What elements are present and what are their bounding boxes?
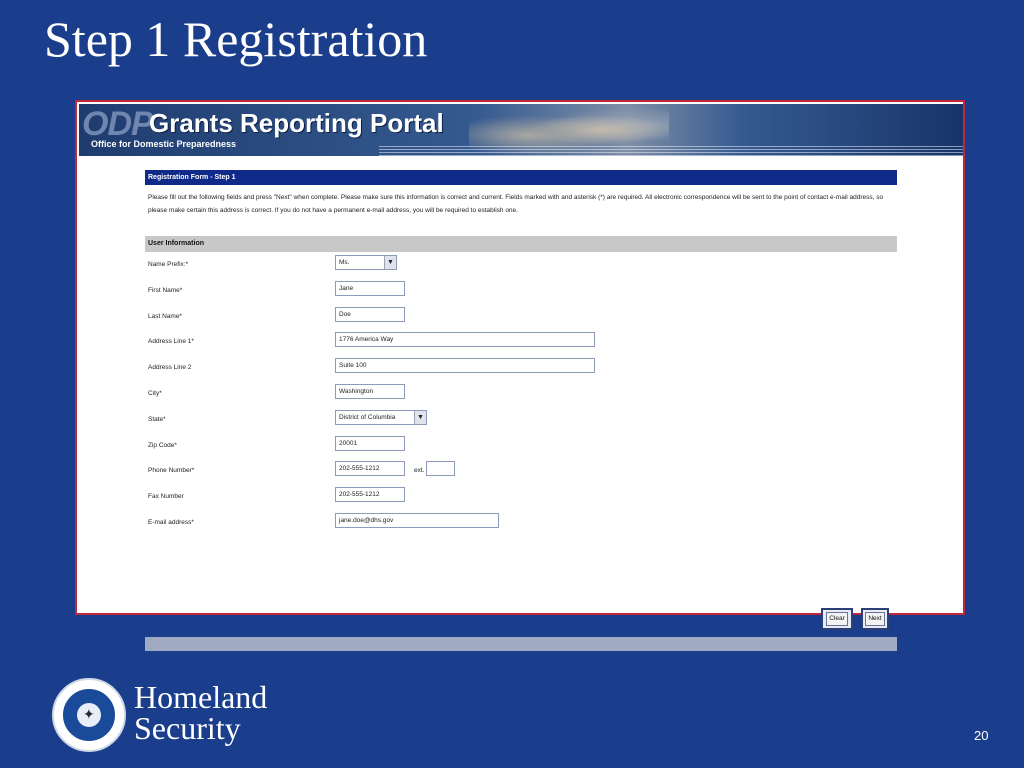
clear-button-label: Clear: [826, 612, 848, 626]
first-name-input[interactable]: Jane: [335, 281, 405, 296]
phone-ext-input[interactable]: [426, 461, 455, 476]
odp-logo: ODP: [82, 105, 153, 143]
page-number: 20: [974, 728, 989, 743]
portal-title: Grants Reporting Portal: [149, 108, 444, 138]
fax-input[interactable]: 202-555-1212: [335, 487, 405, 502]
form-header: Registration Form - Step 1: [145, 170, 897, 185]
row-city: [145, 381, 897, 407]
form-instructions: Please fill out the following fields and press "Next" when complete. Please make sure this information is correct and current. Fields marked with and asterisk (*) are required. All electronic correspondence will be sent to the point of contact e-mail address, so please make certain this address is correct. If you do not have a permanent e-mail address, you will be required to establish one.: [148, 194, 884, 214]
state-label: State*: [148, 415, 166, 423]
next-button[interactable]: [861, 608, 889, 630]
phone-input[interactable]: 202-555-1212: [335, 461, 405, 476]
logotype-line-1: Homeland: [134, 679, 268, 715]
state-select[interactable]: [335, 410, 427, 425]
portal-subtitle: Office for Domestic Preparedness: [91, 139, 237, 149]
chevron-down-icon[interactable]: ▼: [384, 256, 396, 269]
seal-center: [77, 703, 101, 727]
email-label: E-mail address*: [148, 518, 194, 526]
last-name-label: Last Name*: [148, 312, 182, 320]
form-footer-bar: [145, 637, 897, 651]
last-name-input[interactable]: Doe: [335, 307, 405, 322]
city-input[interactable]: Washington: [335, 384, 405, 399]
next-button-label: Next: [865, 612, 884, 626]
row-state: [145, 407, 897, 433]
portal-banner: [79, 104, 963, 156]
clear-button[interactable]: [821, 608, 853, 630]
zip-input[interactable]: 20001: [335, 436, 405, 451]
address-1-label: Address Line 1*: [148, 338, 194, 346]
section-user-information: User Information: [145, 236, 897, 252]
banner-stripes: [379, 146, 963, 156]
portal-screenshot: [75, 100, 965, 622]
fax-label: Fax Number: [148, 493, 184, 501]
name-prefix-label: Name Prefix:*: [148, 261, 189, 268]
zip-label: Zip Code*: [148, 441, 177, 449]
state-value: District of Columbia: [339, 413, 396, 421]
seal-ring: [61, 687, 117, 743]
chevron-down-icon[interactable]: ▼: [414, 411, 426, 424]
dhs-seal-icon: [52, 678, 126, 752]
address-2-input[interactable]: Suite 100: [335, 358, 595, 373]
email-input[interactable]: jane.doe@dhs.gov: [335, 513, 499, 528]
city-label: City*: [148, 389, 162, 397]
row-address-2: [145, 355, 897, 381]
phone-ext-label: ext.: [414, 467, 425, 475]
row-first-name: [145, 278, 897, 304]
row-address-1: [145, 329, 897, 355]
phone-label: Phone Number*: [148, 467, 195, 475]
row-last-name: [145, 304, 897, 330]
name-prefix-select[interactable]: [335, 255, 397, 270]
registration-form: [145, 170, 897, 622]
row-phone: [145, 458, 897, 484]
address-1-input[interactable]: 1776 America Way: [335, 332, 595, 347]
slide-title: Step 1 Registration: [44, 11, 428, 67]
address-2-label: Address Line 2: [148, 364, 192, 372]
row-name-prefix: [145, 252, 897, 278]
first-name-label: First Name*: [148, 286, 183, 294]
row-fax: [145, 484, 897, 510]
logotype-line-2: Security: [134, 710, 241, 746]
row-zip: [145, 433, 897, 459]
eagle-icon: ✦: [83, 706, 95, 722]
row-email: [145, 510, 897, 536]
name-prefix-value: Ms.: [339, 259, 350, 266]
homeland-security-logotype: [134, 679, 268, 746]
